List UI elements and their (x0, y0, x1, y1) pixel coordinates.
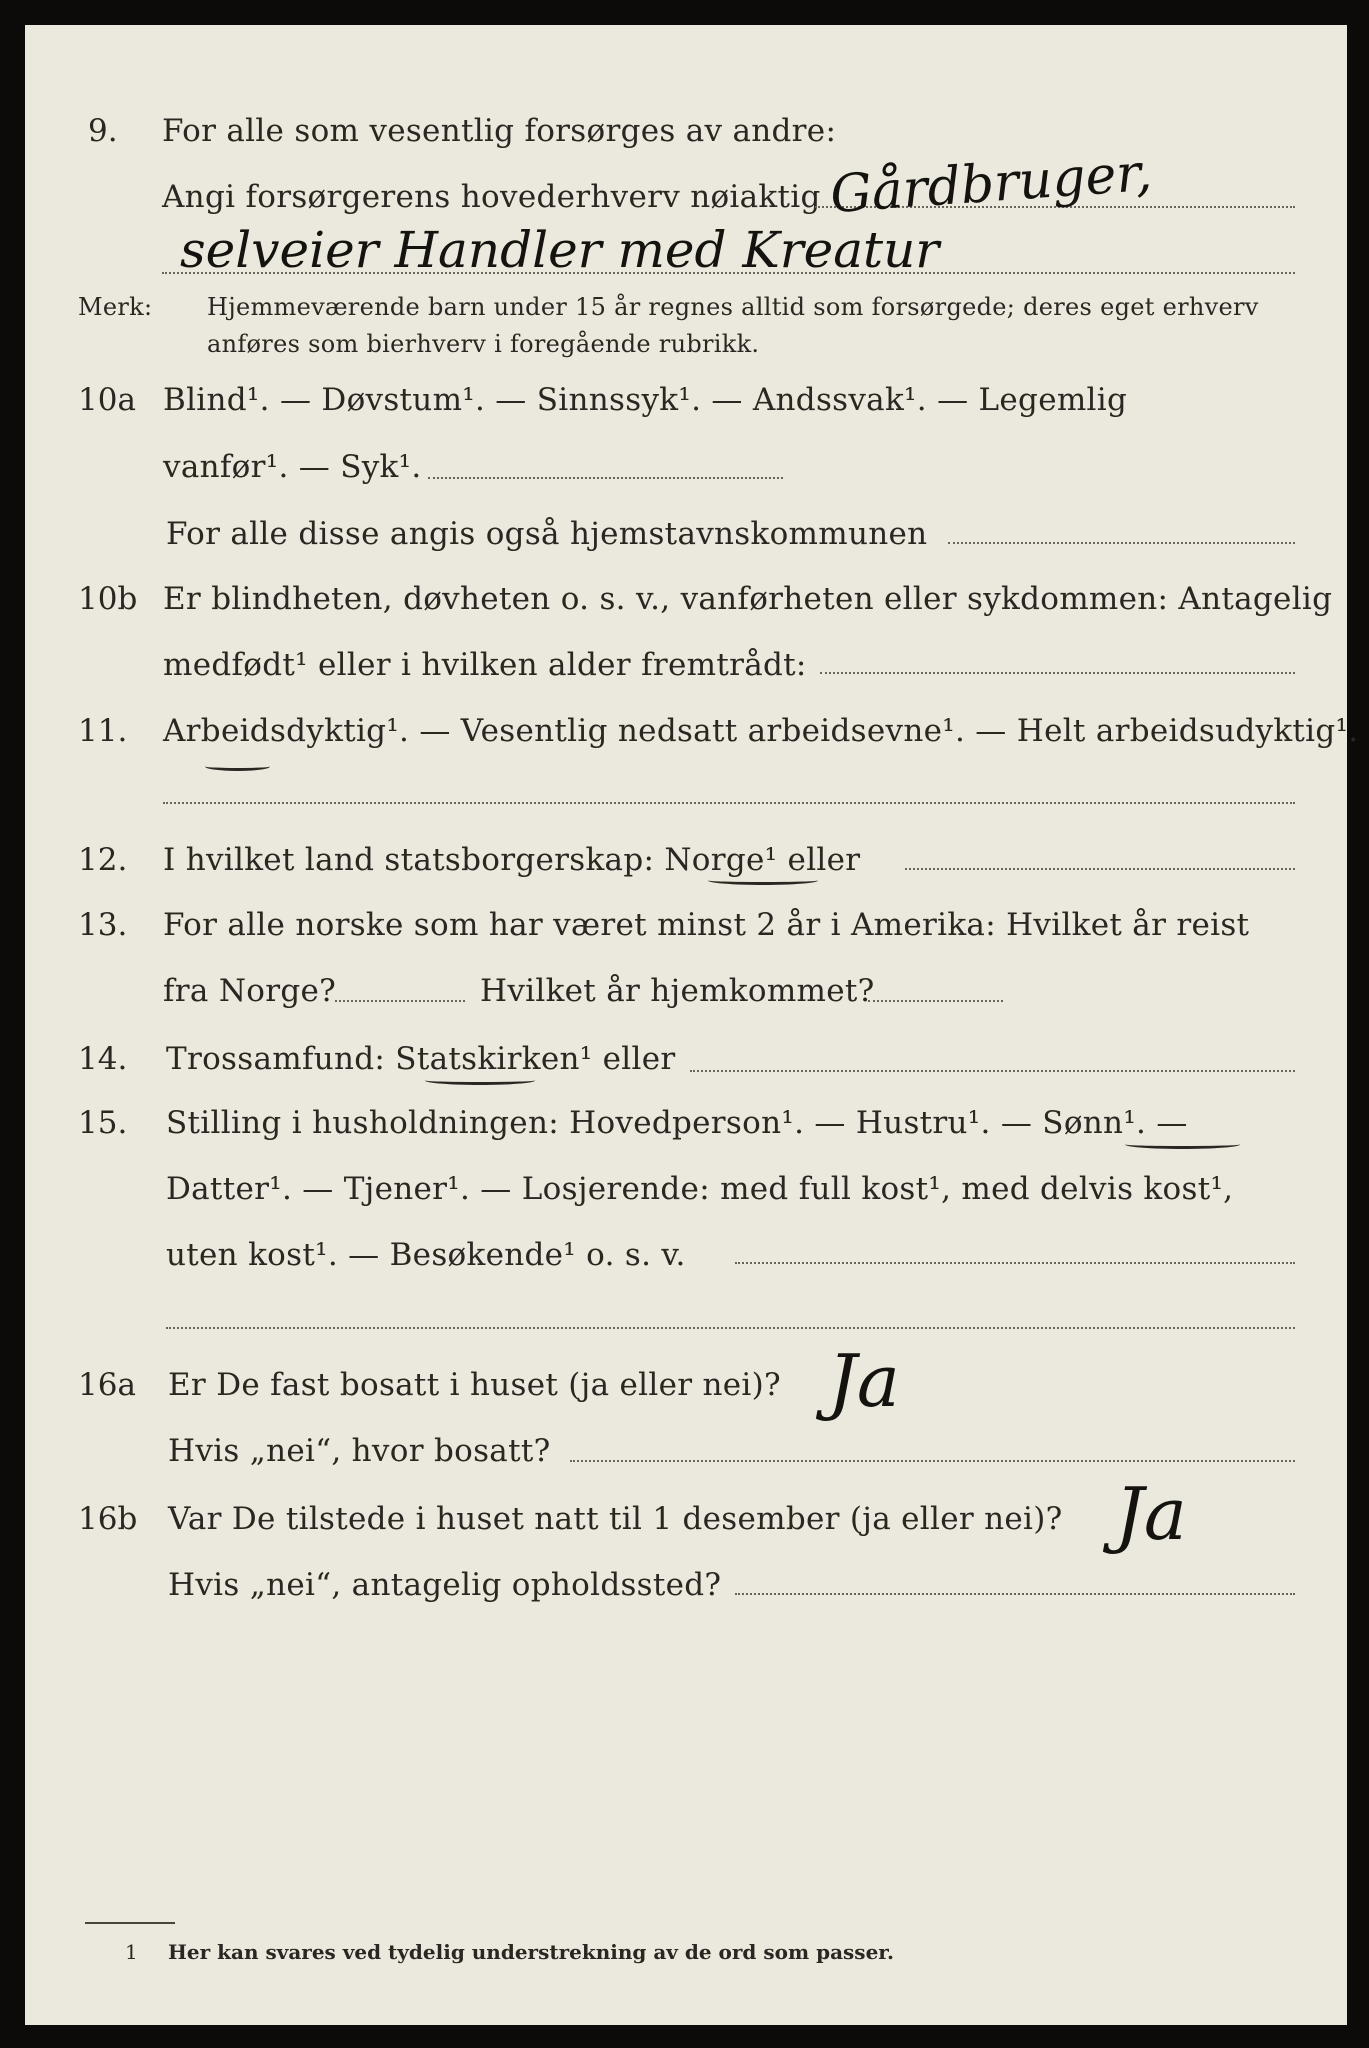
q11-number: 11. (78, 713, 128, 749)
q11-text-line1: Arbeidsdyktig¹. — Vesentlig nedsatt arbeidsevne¹. — Helt arbeidsudyktig¹. (163, 713, 1359, 749)
q14-number: 14. (78, 1041, 128, 1077)
q9-handwritten-answer1: Gårdbruger, (828, 142, 1154, 226)
q12-answer-line (905, 868, 1295, 870)
note-text-line1: Hjemmeværende barn under 15 år regnes alltid som forsørgede; deres eget erhverv (207, 293, 1259, 321)
q12-underline-norge (708, 876, 818, 885)
q16b-handwritten-answer: Ja (1115, 1472, 1187, 1556)
q9-text-line1: For alle som vesentlig forsørges av andre: (162, 113, 837, 149)
q13-text-line2b: Hvilket år hjemkommet? (480, 973, 875, 1009)
q13-number: 13. (78, 907, 128, 943)
q13-text-line1: For alle norske som har været minst 2 år i Amerika: Hvilket år reist (163, 907, 1250, 943)
q9-text-line2: Angi forsørgerens hovederhverv nøiaktig (162, 179, 821, 215)
q16b-answer-line2 (735, 1593, 1295, 1595)
q16a-text-line2: Hvis „nei“, hvor bosatt? (168, 1433, 551, 1469)
q10b-text-line1: Er blindheten, døvheten o. s. v., vanførheten eller sykdommen: Antagelig (163, 581, 1333, 617)
q9-handwritten-answer2: selveier Handler med Kreatur (180, 221, 940, 279)
q12-number: 12. (78, 842, 128, 878)
q15-text-line2: Datter¹. — Tjener¹. — Losjerende: med full kost¹, med delvis kost¹, (166, 1171, 1234, 1207)
q14-text-line1: Trossamfund: Statskirken¹ eller (166, 1041, 676, 1077)
q16a-answer-line2 (570, 1460, 1295, 1462)
q15-answer-line3 (735, 1262, 1295, 1264)
q15-text-line1: Stilling i husholdningen: Hovedperson¹. — Hustru¹. — Sønn¹. — (166, 1105, 1188, 1141)
q16a-text-line1: Er De fast bosatt i huset (ja eller nei)? (168, 1367, 781, 1403)
note-label: Merk: (78, 293, 153, 321)
q10b-answer-line (820, 672, 1295, 674)
q9-number: 9. (88, 113, 118, 149)
q10a-answer-line2 (428, 477, 783, 479)
q13-text-line2a: fra Norge? (163, 973, 337, 1009)
q16a-handwritten-answer: Ja (828, 1339, 900, 1423)
q13-answer-hjemkommet (868, 1000, 1003, 1002)
q10b-text-line2: medfødt¹ eller i hvilken alder fremtrådt: (163, 647, 807, 683)
note-text-line2: anføres som bierhverv i foregående rubrikk. (207, 330, 760, 358)
q16b-number: 16b (78, 1501, 138, 1537)
q14-answer-line (690, 1070, 1295, 1072)
footnote-mark: 1 (125, 1940, 138, 1964)
q15-underline-sonn (1125, 1140, 1240, 1149)
q16b-text-line1: Var De tilstede i huset natt til 1 desember (ja eller nei)? (168, 1501, 1063, 1537)
q16b-text-line2: Hvis „nei“, antagelig opholdssted? (168, 1567, 722, 1603)
q10a-text-line2: vanfør¹. — Syk¹. (163, 449, 422, 485)
census-form-page (25, 25, 1347, 2025)
q10b-number: 10b (78, 581, 138, 617)
q15-number: 15. (78, 1105, 128, 1141)
q10a-text-line3: For alle disse angis også hjemstavnskommunen (166, 516, 928, 552)
q15-text-line3: uten kost¹. — Besøkende¹ o. s. v. (166, 1237, 686, 1273)
q11-underline-mark (205, 762, 270, 771)
footnote-text: Her kan svares ved tydelig understrekning av de ord som passer. (168, 1940, 894, 1964)
q13-answer-reist (335, 1000, 465, 1002)
q10a-number: 10a (78, 382, 136, 418)
q15-answer-line4 (166, 1327, 1295, 1329)
q12-text-line1: I hvilket land statsborgerskap: Norge¹ eller (163, 842, 861, 878)
q16a-number: 16a (78, 1367, 136, 1403)
footnote-rule (85, 1922, 175, 1924)
q14-underline-statskirken (425, 1076, 535, 1085)
q10a-answer-line3 (948, 542, 1295, 544)
q11-answer-line (163, 802, 1295, 804)
q10a-text-line1: Blind¹. — Døvstum¹. — Sinnssyk¹. — Andssvak¹. — Legemlig (163, 382, 1128, 418)
